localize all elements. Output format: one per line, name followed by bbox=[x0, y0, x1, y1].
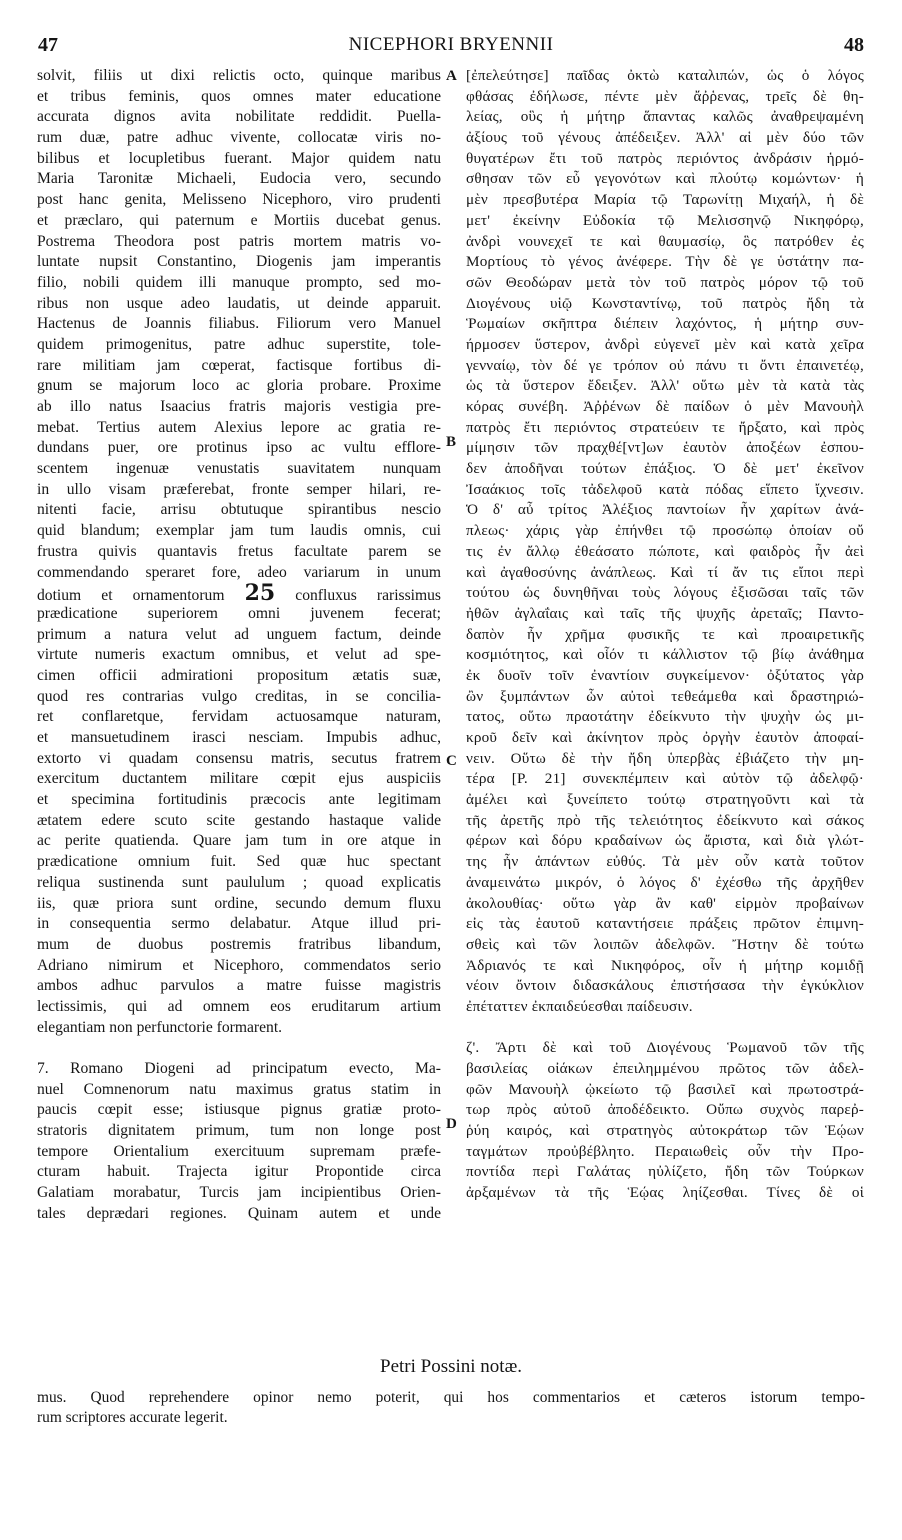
greek-line: σθησαν τῶν εὖ γεγονότων καὶ πλούτῳ κομώντων· ἡ bbox=[466, 170, 864, 188]
latin-line: in consequentia sermo delabatur. Atque illud pri- bbox=[37, 915, 441, 933]
latin-line-text: dotium et ornamentorum bbox=[37, 587, 245, 605]
latin-line: virtute numeris exactum omnibus, et velut ad spe- bbox=[37, 646, 441, 664]
latin-line: primum a natura velut ad unguem factum, deinde bbox=[37, 625, 441, 643]
greek-line: ταγμάτων προὐβέβλητο. Περαιωθεὶς οὖν τὴν Προ- bbox=[466, 1142, 864, 1160]
latin-line: Adriano nimirum et Nicephoro, commendatos serio bbox=[37, 956, 441, 974]
greek-line: κόρας συνέβη. Ἀῤῥένων δὲ παίδων ὁ μὲν Μανουὴλ bbox=[466, 398, 864, 415]
greek-line: μίμησιν τῶν πραχθέ[ντ]ων ἑαυτὸν ἀποξέων ἐσπου- bbox=[466, 439, 864, 457]
latin-line: ab illo natus Isaacius fratris majoris vestigia pre- bbox=[37, 398, 441, 415]
greek-line: γενναίῳ, τὸν δέ γε τρόπον οὐ πάνυ τι ὄντι ἐπαινετέῳ, bbox=[466, 356, 864, 374]
greek-line: φῶν Μανουὴλ ᾠκείωτο τῷ βασιλεῖ καὶ πρωτοστρά- bbox=[466, 1080, 864, 1098]
latin-line: cturam habuit. Trajecta igitur Propontide circa bbox=[37, 1163, 441, 1181]
latin-line: lectissimis, qui ad omnem eos eruditarum artium bbox=[37, 997, 441, 1015]
latin-line: exercitum ductantem militare cœpit ejus auspiciis bbox=[37, 770, 441, 788]
latin-line: post hanc genita, Melisseno Nicephoro, viro prudenti bbox=[37, 191, 441, 209]
latin-line: Galatiam morabatur, Turcis jam incipientibus Orien- bbox=[37, 1184, 441, 1202]
note-line: rum scriptores accurate legerit. bbox=[37, 1409, 228, 1426]
greek-line: ὡς τὰ ὕστερον ἔδειξεν. Ἀλλ' οὕτω μὲν τὰ κατὰ τὰς bbox=[466, 377, 864, 395]
greek-line: νέοιν ὄντοιν διδασκάλους ἐπιστήσασα τὴν ἐγκύκλιον bbox=[466, 977, 864, 995]
greek-line: Διογένους υἱῷ Κωνσταντίνῳ, τοῦ πατρὸς ἤδη τὰ bbox=[466, 294, 864, 312]
latin-line: quidem primogenitus, patre adhuc superstite, tole- bbox=[37, 335, 441, 353]
greek-line: ἀμέλει καὶ ξυνείπετο τούτῳ στρατηγοῦντι καὶ τὰ bbox=[466, 791, 864, 809]
latin-line: extorto vi quadam consensu matris, secutus fratrem bbox=[37, 749, 441, 767]
latin-line: accurata dignos avita nobilitate reddidit. Puella- bbox=[37, 108, 441, 126]
greek-line: τωρ πρὸς αὐτοῦ ἀποδέδεικτο. Οὔπω συχνὸς παρεῤ- bbox=[466, 1101, 864, 1119]
notes-title: Petri Possini notæ. bbox=[380, 1356, 522, 1377]
latin-line: in ullo visam præferebat, fronte semper hilari, re- bbox=[37, 480, 441, 498]
latin-section-heading: 7. Romano Diogeni ad principatum evecto, Ma- bbox=[37, 1060, 441, 1077]
margin-marker-d: D bbox=[446, 1116, 457, 1132]
latin-line: reliqua sustinenda sunt paululum ; quoad explicatis bbox=[37, 873, 441, 891]
latin-line: ribus non usque adeo laudatis, ut deinde apparuit. bbox=[37, 294, 441, 312]
section-gap bbox=[37, 1038, 441, 1059]
folio-number: 25 bbox=[244, 580, 276, 607]
greek-line: ήρμοσεν ὕστερον, ἀνδρὶ εὐγενεῖ μὲν καὶ κατὰ χεῖρα bbox=[466, 335, 864, 353]
note-line: mus. Quod reprehendere opinor nemo poterit, qui hos commentarios et cæteros istorum tempo- bbox=[37, 1389, 865, 1406]
latin-line: filio, nobili quidem illi manuque prompto, sed mo- bbox=[37, 273, 441, 291]
latin-line: rum duæ, patre adhuc vivente, collocatæ viris no- bbox=[37, 129, 441, 147]
latin-line: solvit, filiis ut dixi relictis octo, quinque maribus bbox=[37, 67, 441, 84]
greek-line: δεν ἀποδῆναι τούτων ἐπάξιος. Ὁ δὲ μετ' ἐκεῖνον bbox=[466, 460, 864, 478]
latin-line: bilibus et locupletibus fuerant. Major quidem natu bbox=[37, 149, 441, 167]
margin-marker-b: B bbox=[446, 434, 457, 450]
latin-line: scentem ingenuæ venustatis suavitatem nunquam bbox=[37, 460, 441, 478]
greek-line: [ἐπελεύτησε] παῖδας ὀκτὼ καταλιπών, ὡς ὁ λόγος bbox=[466, 67, 864, 84]
greek-line: βασιλείας οἰάκων ἐπειλημμένου πρῶτος τῶν ἀδελ- bbox=[466, 1060, 864, 1077]
greek-line: ῥύη καιρός, καὶ στρατηγὸς αὐτοκράτωρ τῶν Ἑῴων bbox=[466, 1122, 864, 1140]
latin-line: Postrema Theodora post patris mortem matris vo- bbox=[37, 232, 441, 250]
latin-line: gnum se majorum loco ac gloria probare. Proxime bbox=[37, 377, 441, 395]
notes-block bbox=[37, 1388, 865, 1428]
latin-line: mebat. Tertius autem Alexius lepore ac gratia re- bbox=[37, 418, 441, 436]
latin-line: nuel Comnenorum natu maximus gratus statim in bbox=[37, 1080, 441, 1098]
greek-line: φέρων καὶ δόρυ κραδαίνων ὡς ἄριστα, καὶ διὰ γλώτ- bbox=[466, 832, 864, 850]
greek-line: Ὁ δ' αὖ τρίτος Ἀλέξιος παντοίων ἦν χαρίτων ἀνά- bbox=[466, 501, 864, 519]
greek-line: της ἦν ἁπάντων εὐθύς. Τὰ μὲν οὖν κατὰ τοῦτον bbox=[466, 853, 864, 871]
greek-line: πλεως· χάρις γὰρ ἐπήνθει τῷ προσώπῳ ὁποίαν οὔ bbox=[466, 522, 864, 540]
greek-line: φθάσας ἐδήλωσε, πέντε μὲν ἄῤῥενας, τρεῖς δὲ θη- bbox=[466, 87, 864, 105]
latin-line: et specimina fortitudinis præcocis ante legitimam bbox=[37, 791, 441, 809]
latin-line: tales deprædari regiones. Quinam autem et unde bbox=[37, 1204, 441, 1222]
latin-line: prædicatione omnium fuit. Sed quæ huc spectant bbox=[37, 853, 441, 871]
greek-line: ἠθῶν ἀγλαΐαις καὶ ταῖς τῆς ψυχῆς ἀρεταῖς; Παντο- bbox=[466, 604, 864, 622]
margin-marker-c: C bbox=[446, 753, 457, 769]
greek-line: κροῦ δεῖν καὶ ἀκίνητον πρὸς ὀργὴν ἑαυτὸν ἀποφαί- bbox=[466, 729, 864, 746]
greek-line: πατρὸς ἔτι περιόντος στρατεύειν τε ἤρξατο, καὶ πρὸς bbox=[466, 418, 864, 436]
greek-line: ἀξίους τοῦ γένους ἀπέδειξεν. Ἀλλ' αἱ μὲν δύο τῶν bbox=[466, 129, 864, 147]
latin-line: ætatem edere scuto scite gestando hastaque valide bbox=[37, 811, 441, 829]
latin-line: nitenti facie, arrisu obtutuque spirantibus nescio bbox=[37, 501, 441, 519]
latin-line: stratoris dignitatem primum, tum non longe post bbox=[37, 1122, 441, 1140]
latin-line: ambos adhuc parvulos a matre fuisse magistris bbox=[37, 977, 441, 995]
latin-line: elegantiam non perfunctorie formarent. bbox=[37, 1018, 283, 1036]
left-page-number: 47 bbox=[38, 34, 58, 56]
greek-line: τις ἐν ἄλλῳ ἐθεάσατο πώποτε, καὶ φαιδρὸς ἦν ἀεὶ bbox=[466, 542, 864, 560]
latin-line: ac perite quatienda. Quare jam tum in ore atque in bbox=[37, 832, 441, 850]
greek-line: Ῥωμαίων σκῆπτρα διέπειν λαχόντος, ἡ μήτηρ συν- bbox=[466, 315, 864, 333]
greek-line: ἐπέταττεν ἐκπαιδεύεσθαι παίδευσιν. bbox=[466, 997, 693, 1015]
latin-line: iis, quæ priora sunt ordine, secundo demum fluxu bbox=[37, 894, 441, 912]
greek-line: θυγατέρων ἔτι τοῦ πατρὸς περιόντος ἀνδράσιν ἡρμό- bbox=[466, 149, 864, 167]
latin-line: et tribus feminis, quos omnes mater educatione bbox=[37, 87, 441, 105]
right-page-number: 48 bbox=[844, 34, 864, 56]
latin-line: commendando speraret fore, adeo variarum in unum bbox=[37, 563, 441, 581]
latin-line: quod res contrarias vulgo creditas, in se concilia- bbox=[37, 687, 441, 705]
latin-line: quid blandum; exemplar jam tum laudis omnis, cui bbox=[37, 522, 441, 540]
greek-line: κοσμιότητος, καὶ οἷόν τι κάλλιστον τῷ βίῳ ἀνάθημα bbox=[466, 646, 864, 664]
latin-line: prædicatione superiorem omni juvenem fecerat; bbox=[37, 604, 441, 622]
latin-line: frustra quivis quantavis fretus facultate parem se bbox=[37, 542, 441, 560]
greek-line: σθεὶς καὶ τῶν λοιπῶν ἀδελφῶν. Ἤστην δὲ τούτω bbox=[466, 935, 864, 953]
greek-line: ἀναμεινάτω μικρόν, ὁ λόγος δ' ἐχέσθω τῆς ἀρχῆθεν bbox=[466, 873, 864, 891]
greek-line: μὲν πρεσβυτέρα Μαρία τῷ Ταρωνίτῃ Μιχαήλ, ἡ δὲ bbox=[466, 191, 864, 209]
greek-line: τῆς ἀρετῆς πρὸ τῆς τελειότητος ἐδείκνυτο καὶ σάκος bbox=[466, 811, 864, 829]
latin-line: et præclaro, qui paternum e Mortiis ducebat genus. bbox=[37, 211, 441, 229]
greek-line: ἀρξαμένων τὰ τῆς Ἑῴας ληίζεσθαι. Τίνες δὲ οἱ bbox=[466, 1184, 864, 1202]
greek-line: τούτου ὡς δυνηθῆναι τοὺς λόγους ἐξισῶσαι ταῖς τῶν bbox=[466, 584, 864, 602]
greek-line: ποντίδα περὶ Γαλάτας ηὐλίζετο, ἤδη τῶν Τούρκων bbox=[466, 1163, 864, 1181]
greek-line: ἀκολουθίας· οὕτω γὰρ ἂν καθ' εἱρμὸν προβαίνων bbox=[466, 894, 864, 912]
latin-line: ret conflaretque, fervidam actuosamque naturam, bbox=[37, 708, 441, 726]
latin-line: luntate nupsit Constantino, Diogenis jam imperantis bbox=[37, 253, 441, 271]
greek-line: Μορτίους τὸ γένος ἀνέφερε. Τὴν δὲ γε ὑστάτην πα- bbox=[466, 253, 864, 271]
latin-line-text: confluxus rarissimus bbox=[275, 587, 441, 605]
greek-section-heading: ζ'. Ἄρτι δὲ καὶ τοῦ Διογένους Ῥωμανοῦ τῶν τῆς bbox=[466, 1039, 864, 1057]
greek-line: τέρα [P. 21] συνεκπέμπειν καὶ αὐτὸν τῷ ἀδελφῷ· bbox=[466, 770, 864, 788]
margin-marker-a: A bbox=[446, 68, 457, 84]
latin-column bbox=[37, 66, 441, 1225]
greek-line: σῶν Θεοδώραν μετὰ τὸν τοῦ πατρὸς μόρον τῷ τοῦ bbox=[466, 273, 864, 291]
latin-line: paucis cœpit esse; istiusque pignus gratiæ proto- bbox=[37, 1101, 441, 1119]
latin-line: rare militiam jam cœperat, factisque fortibus di- bbox=[37, 356, 441, 374]
greek-line: δαπὸν ἦν χρῆμα φυσικῆς τε καὶ προαιρετικῆς bbox=[466, 625, 864, 643]
greek-line: λείας, οὓς ἡ μήτηρ ἅπαντας καλῶς ἀναθρεψαμένη bbox=[466, 108, 864, 126]
greek-line: καὶ ἀγαθοσύνης ἀνάπλεως. Καὶ τί ἄν τις εἴποι περὶ bbox=[466, 563, 864, 581]
greek-line: μετ' ἐκείνην Εὐδοκία τῷ Μελισσηνῷ Νικηφόρῳ, bbox=[466, 211, 864, 229]
latin-line: mum de duobus postremis fratribus libandum, bbox=[37, 935, 441, 953]
greek-line: ἐκ δυοῖν τοῖν ἐναντίοιν συγκείμενον· ὀξύτατος γὰρ bbox=[466, 666, 864, 684]
section-gap bbox=[466, 1018, 864, 1039]
latin-line: cimen officii admirationi propositum ætatis suæ, bbox=[37, 666, 441, 684]
greek-column bbox=[466, 66, 864, 1204]
greek-line: Ἀδριανός τε καὶ Νικηφόρος, οἷν ἡ μήτηρ κομιδῇ bbox=[466, 956, 864, 974]
greek-line: νειν. Οὕτω δὲ τὴν ἤδη ὑπερβὰς ἐβιάζετο τὴν μη- bbox=[466, 749, 864, 767]
page-header bbox=[38, 34, 864, 64]
latin-line: tempore Orientalium exercituum supremam præfe- bbox=[37, 1142, 441, 1160]
greek-line: Ἰσαάκιος τοῖς τἀδελφοῦ κατὰ πόδας εἵπετο ἴχνεσιν. bbox=[466, 480, 864, 498]
latin-line: Maria Taronitæ Michaeli, Eudocia vero, secundo bbox=[37, 170, 441, 188]
latin-line: Hactenus de Joannis filiabus. Filiorum vero Manuel bbox=[37, 315, 441, 333]
latin-line: dundans puer, ore protinus ipso ac vultu efflore- bbox=[37, 439, 441, 457]
greek-line: εἰς τὰς ἑαυτοῦ καταντήσειε πράξεις πρῶτον ἐπιμνη- bbox=[466, 915, 864, 933]
greek-line: τατος, οὕτω πραοτάτην ἐδείκνυτο τὴν ψυχὴν ὡς μι- bbox=[466, 708, 864, 726]
running-title: NICEPHORI BRYENNII bbox=[348, 34, 554, 55]
latin-line: et mansuetudinem irasci nesciam. Impubis adhuc, bbox=[37, 729, 441, 746]
latin-line bbox=[37, 580, 441, 607]
greek-line: ἀνδρὶ νουνεχεῖ τε καὶ θαυμασίῳ, ὃς πατρόθεν ἐς bbox=[466, 232, 864, 250]
greek-line: ὢν ξυμπάντων ὧν αὐτοὶ τεθεάμεθα καὶ δραστηριώ- bbox=[466, 687, 864, 705]
